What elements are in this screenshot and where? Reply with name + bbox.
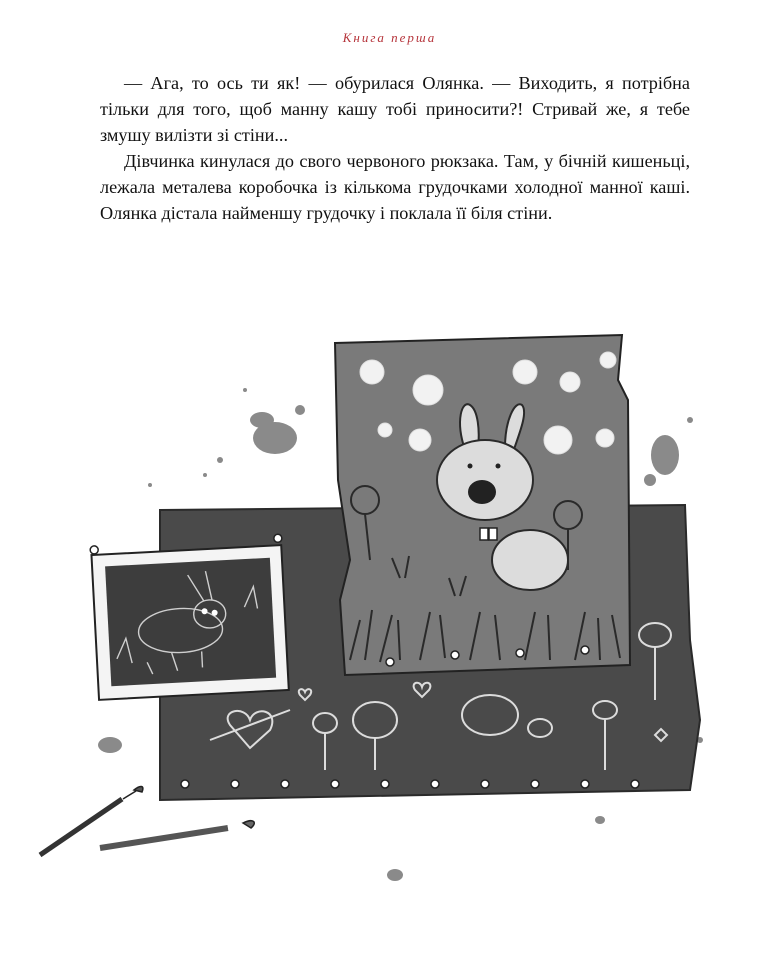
paragraph-2: Дівчинка кинулася до свого червоного рюкзака. Там, у бічній кишеньці, лежала металева коробочка із кількома грудочками холодної манної каші. Олянка дістала найменшу грудочку і поклала її біля стіни. — [100, 151, 690, 223]
small-hare-drawing — [90, 534, 290, 700]
running-head: Книга перша — [342, 30, 437, 45]
illustration — [0, 300, 779, 900]
large-hare-drawing — [335, 335, 630, 675]
paragraph-1: — Ага, то ось ти як! — обурилася Олянка. — Виходить, я потрібна тільки для того, щоб манну кашу тобі приносити?! Стривай же, я тебе змушу вилізти зі стіни... — [100, 73, 690, 145]
body-text — [100, 70, 690, 226]
